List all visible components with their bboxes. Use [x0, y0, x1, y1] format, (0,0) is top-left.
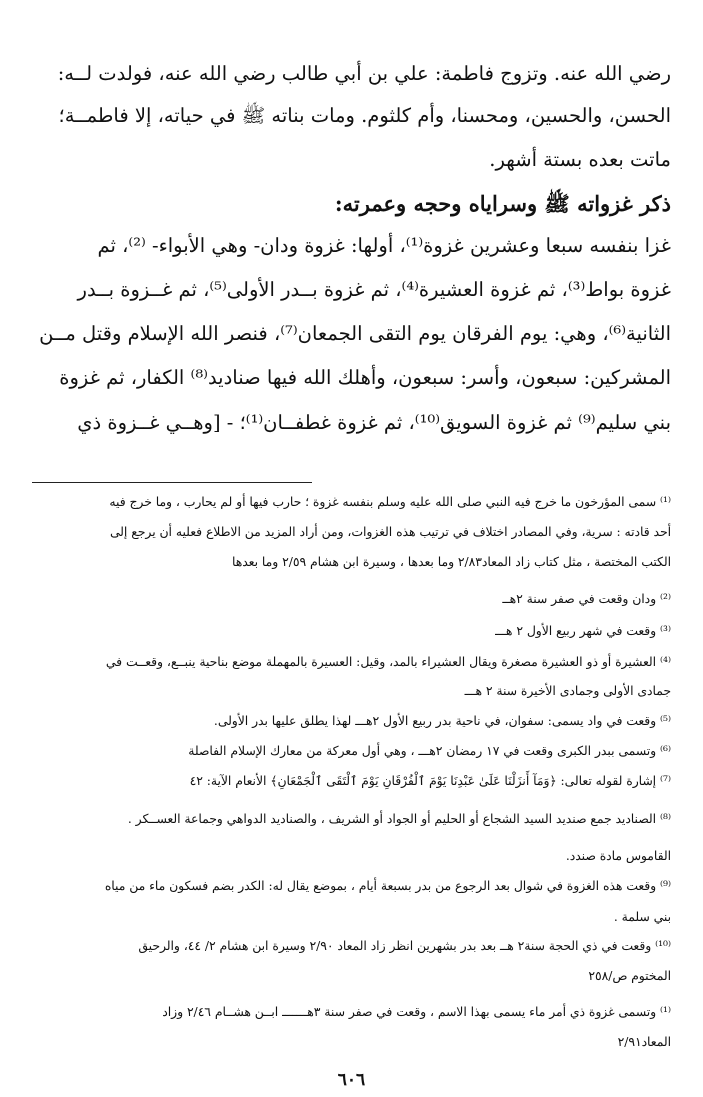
footnote-line: ⁽⁵⁾ وقعت في واد يسمى: سفوان، في ناحية بدر ربيع الأول ٢هـــ لهذا يطلق عليها بدر الأولى. [213, 714, 671, 728]
footnote-line: ⁽²⁾ ودان وقعت في صفر سنة ٢هــ [502, 592, 671, 606]
footnote-line: المختوم ص/٢٥٨ [588, 969, 671, 983]
body-line: غزوة بواط⁽³⁾، ثم غزوة العشيرة⁽⁴⁾، ثم غزوة بــدر الأولى⁽⁵⁾، ثم غــزوة بــدر [77, 278, 671, 301]
body-line: ماتت بعده بستة أشهر. [489, 148, 671, 171]
body-line: المشركين: سبعون، وأسر: سبعون، وأهلك الله فيها صناديد⁽⁸⁾ الكفار، ثم غزوة [59, 366, 671, 389]
footnote-line: القاموس مادة صندد. [565, 849, 671, 863]
body-line: غزا بنفسه سبعا وعشرين غزوة⁽¹⁾، أولها: غزوة ودان- وهي الأبواء- ⁽²⁾، ثم [97, 234, 671, 257]
footnote-line: الكتب المختصة ، مثل كتاب زاد المعاد٢/٨٣ وما بعدها ، وسيرة ابن هشام ٢/٥٩ وما بعدها [231, 555, 671, 569]
footnote-line: ⁽⁹⁾ وقعت هذه الغزوة في شوال بعد الرجوع من بدر بسبعة أيام ، بموضع يقال له: الكدر بضم فسكون ماء من مياه [104, 879, 671, 893]
page-number: ٦٠٦ [337, 1070, 366, 1090]
footnote-line: ⁽¹⁰⁾ وقعت في ذي الحجة سنة٢ هــ بعد بدر بشهرين انظر زاد المعاد ٢/٩٠ وسيرة ابن هشام ٢/ ٤٤، والرحيق [138, 939, 671, 953]
footnote-line: ⁽⁷⁾ إشارة لقوله تعالى: ﴿وَمَآ أَنزَلْنَا عَلَىٰ عَبْدِنَا يَوْمَ ٱلْفُرْقَانِ يَوْمَ ٱلْتَقَى ٱلْجَمْعَانِ﴾ الأنعام الآية: ٤٢ [189, 774, 671, 788]
footnote-line: ⁽³⁾ وقعت في شهر ربيع الأول ٢ هـــ [495, 624, 671, 638]
footnote-line: أحد قادته : سرية، وفي المصادر اختلاف في ترتيب هذه الغزوات، ومن أراد المزيد من الاطلاع فعليه أن يرجع إلى [109, 525, 671, 539]
section-heading: ذكر غزواته ﷺ وسراياه وحجه وعمرته: [334, 191, 671, 216]
body-line: رضي الله عنه. وتزوج فاطمة: علي بن أبي طالب رضي الله عنه، فولدت لــه: [57, 62, 671, 85]
body-line: الحسن، والحسين، ومحسنا، وأم كلثوم. ومات بناته ﷺ في حياته، إلا فاطمــة؛ [58, 104, 671, 127]
footnote-line: ⁽⁸⁾ الصناديد جمع صنديد السيد الشجاع أو الحليم أو الجواد أو الشريف ، والصناديد الدواهي وجماعة العســكر . [127, 812, 671, 826]
footnote-line: ⁽¹⁾ سمى المؤرخون ما خرج فيه النبي صلى الله عليه وسلم بنفسه غزوة ؛ حارب فيها أو لم يحارب ، وما خرج فيه [109, 495, 671, 509]
footnote-line: المعاد٢/٩١ [617, 1035, 671, 1049]
body-line: الثانية⁽⁶⁾، وهي: يوم الفرقان يوم التقى الجمعان⁽⁷⁾، فنصر الله الإسلام وقتل مــن [39, 322, 671, 345]
footnote-line: بني سلمة . [613, 910, 671, 924]
footnote-line: ⁽⁶⁾ وتسمى ببدر الكبرى وقعت في ١٧ رمضان ٢هـــ ، وهي أول معركة من معارك الإسلام الفاصلة [188, 744, 671, 758]
footnote-divider [32, 482, 312, 483]
footnote-line: ⁽⁴⁾ العشيرة أو ذو العشيرة مصغرة ويقال العشيراء بالمد، وقيل: العسيرة بالمهملة موضع بناحية ينبــع، وقعــت في [105, 655, 671, 669]
footnote-line: جمادى الأولى وجمادى الأخيرة سنة ٢ هـــ [464, 684, 671, 698]
body-line: بني سليم⁽⁹⁾ ثم غزوة السويق⁽¹⁰⁾، ثم غزوة غطفــان⁽¹⁾؛ - [وهــي غــزوة ذي [77, 411, 671, 434]
footnote-line: ⁽¹⁾ وتسمى غزوة ذي أمر ماء يسمى بهذا الاسم ، وقعت في صفر سنة ٣هـــــــ ابــن هشــام ٢/٤٦ وزاد [162, 1005, 671, 1019]
